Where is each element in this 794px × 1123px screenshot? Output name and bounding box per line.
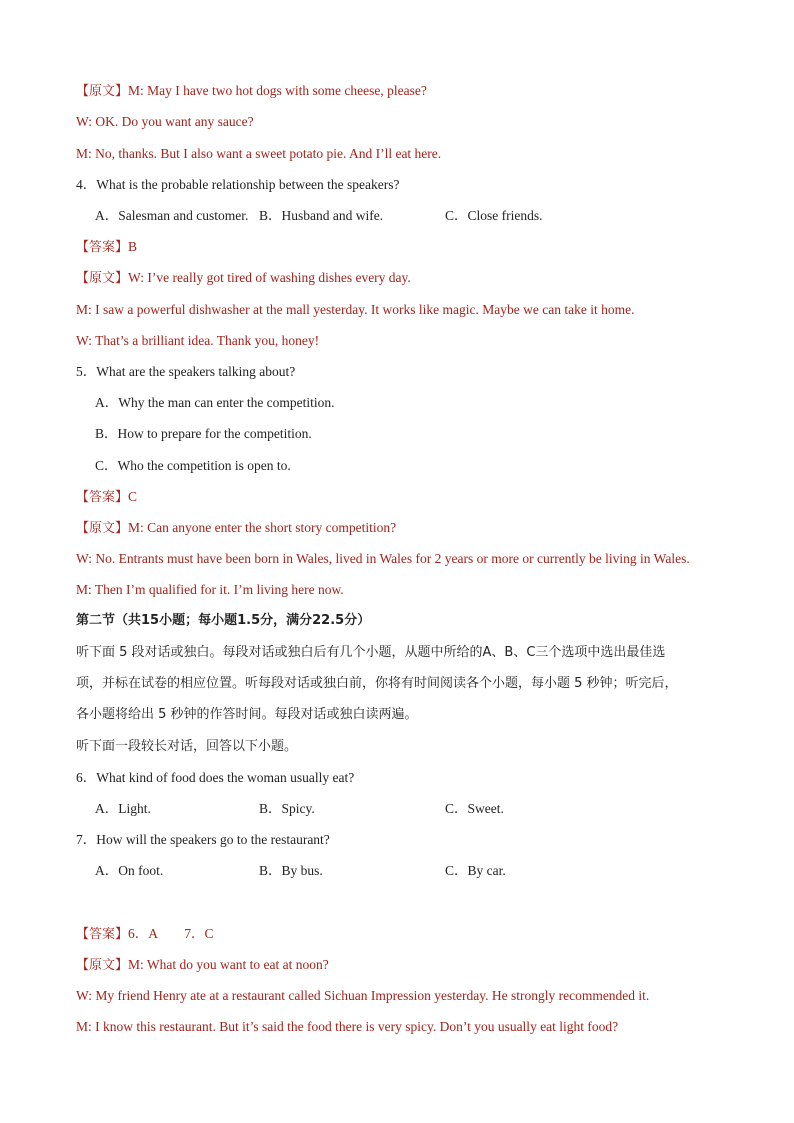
instructions-line: 项，并标在试卷的相应位置。听每段对话或独白前，你将有时间阅读各个小题，每小题 5 秒钟；听完后，	[76, 676, 678, 691]
q4-option-c: C．Close friends.	[445, 208, 543, 223]
transcript-line: W: No. Entrants must have been born in Wales, lived in Wales for 2 years or more or currently be living in Wales.	[76, 551, 690, 566]
answer-tag: 【答案】	[76, 240, 129, 255]
answer-tag: 【答案】	[76, 490, 129, 505]
question-4-stem: 4．What is the probable relationship between the speakers?	[76, 177, 400, 192]
question-7-stem: 7．How will the speakers go to the restaurant?	[76, 832, 330, 847]
answer-value: 6．A 7．C	[128, 926, 214, 941]
q5-answer	[76, 488, 137, 507]
instructions-line: 各小题将给出 5 秒钟的作答时间。每段对话或独白读两遍。	[76, 707, 418, 722]
q6-7-answer	[76, 925, 214, 944]
transcript-line: M: Then I’m qualified for it. I’m living here now.	[76, 582, 344, 597]
transcript-line	[76, 82, 427, 101]
instructions-line: 听下面 5 段对话或独白。每段对话或独白后有几个小题，从题中所给的A、B、C三个选项中选出最佳选	[76, 645, 666, 660]
question-5-stem: 5．What are the speakers talking about?	[76, 364, 296, 379]
q4-option-a: A．Salesman and customer.	[95, 208, 249, 223]
yuanwen-tag: 【原文】	[76, 271, 129, 286]
transcript-line: W: My friend Henry ate at a restaurant called Sichuan Impression yesterday. He strongly recommended it.	[76, 988, 650, 1003]
q5-option-c: C．Who the competition is open to.	[95, 458, 291, 473]
transcript-line	[76, 519, 396, 538]
transcript-text: M: What do you want to eat at noon?	[128, 957, 329, 972]
q5-option-a: A．Why the man can enter the competition.	[95, 395, 335, 410]
transcript-text: M: Can anyone enter the short story competition?	[128, 520, 397, 535]
transcript-line	[76, 956, 329, 975]
answer-value: C	[128, 489, 138, 504]
q6-option-b: B．Spicy.	[259, 801, 315, 816]
section-heading: 第二节（共15小题；每小题1.5分，满分22.5分）	[76, 613, 371, 628]
yuanwen-tag: 【原文】	[76, 958, 129, 973]
transcript-text: M: May I have two hot dogs with some cheese, please?	[128, 83, 427, 98]
transcript-line: M: I saw a powerful dishwasher at the mall yesterday. It works like magic. Maybe we can take it home.	[76, 302, 635, 317]
yuanwen-tag: 【原文】	[76, 84, 129, 99]
transcript-line: M: I know this restaurant. But it’s said the food there is very spicy. Don’t you usually eat light food?	[76, 1019, 619, 1034]
q6-option-a: A．Light.	[95, 801, 151, 816]
transcript-text: W: I’ve really got tired of washing dishes every day.	[128, 270, 411, 285]
question-6-stem: 6．What kind of food does the woman usually eat?	[76, 770, 355, 785]
q4-answer	[76, 238, 137, 257]
q7-option-c: C．By car.	[445, 863, 506, 878]
answer-tag: 【答案】	[76, 927, 129, 942]
instructions-line: 听下面一段较长对话，回答以下小题。	[76, 739, 298, 754]
q5-option-b: B．How to prepare for the competition.	[95, 426, 312, 441]
transcript-line: M: No, thanks. But I also want a sweet potato pie. And I’ll eat here.	[76, 146, 442, 161]
q4-option-b: B．Husband and wife.	[259, 208, 384, 223]
q6-option-c: C．Sweet.	[445, 801, 504, 816]
yuanwen-tag: 【原文】	[76, 521, 129, 536]
q7-option-b: B．By bus.	[259, 863, 323, 878]
answer-value: B	[128, 239, 138, 254]
transcript-line	[76, 269, 411, 288]
transcript-line: W: That’s a brilliant idea. Thank you, honey!	[76, 333, 320, 348]
q7-option-a: A．On foot.	[95, 863, 164, 878]
transcript-line: W: OK. Do you want any sauce?	[76, 114, 254, 129]
